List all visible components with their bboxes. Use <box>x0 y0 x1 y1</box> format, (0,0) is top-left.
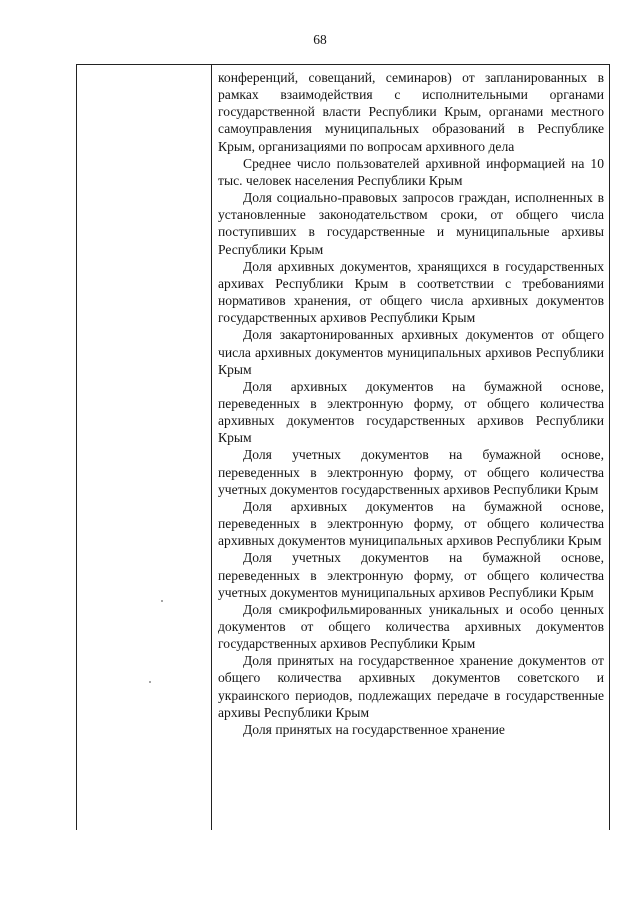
scan-speck <box>149 681 151 683</box>
paragraph-social-legal-requests: Доля социально-правовых запросов граждан, исполненных в установленные законодательством сроки, от общего числа поступивших в государственные и муниципальные архивы Республики Крым <box>218 190 604 257</box>
paragraph-microfilmed-docs: Доля смикрофильмированных уникальных и особо ценных документов от общего количества архивных документов государственных архивов Республики Крым <box>218 601 604 652</box>
paragraph-continuation: конференций, совещаний, семинаров) от запланированных в рамках взаимодействия с исполнительными органами государственной власти Республики Крым, органами местного самоуправления муниципальных образований в Республике Крым, организациями по вопросам архивного дела <box>218 70 604 154</box>
paragraph-storage-standards: Доля архивных документов, хранящихся в государственных архивах Республики Крым в соответствии с требованиями нормативов хранения, от общего числа архивных документов государственных архивов Республики Крым <box>218 258 604 326</box>
paragraph-digitized-municipal-archival: Доля архивных документов на бумажной основе, переведенных в электронную форму, от общего количества архивных документов муниципальных архивов Республики Крым <box>218 498 604 549</box>
scan-speck <box>161 600 163 602</box>
paragraph-accepted-cut: Доля принятых на государственное хранение <box>243 721 505 737</box>
paragraph-cardboarded-docs: Доля закартонированных архивных документов от общего числа архивных документов муниципальных архивов Республики Крым <box>218 327 604 377</box>
paragraph-digitized-state-archival: Доля архивных документов на бумажной основе, переведенных в электронную форму, от общего количества архивных документов государственных архивов Республики Крым <box>218 378 604 446</box>
paragraph-avg-users: Среднее число пользователей архивной информацией на 10 тыс. человек населения Республики Крым <box>218 155 604 188</box>
page-number: 68 <box>313 32 327 47</box>
left-column-cell <box>77 65 211 830</box>
paragraph-digitized-state-accounting: Доля учетных документов на бумажной основе, переведенных в электронную форму, от общего количества учетных документов государственных архивов Республики Крым <box>218 447 604 497</box>
paragraph-digitized-municipal-accounting: Доля учетных документов на бумажной основе, переведенных в электронную форму, от общего количества учетных документов муниципальных архивов Республики Крым <box>218 550 604 600</box>
paragraph-accepted-soviet-ukrainian: Доля принятых на государственное хранение документов от общего количества архивных документов советского и украинского периодов, подлежащих передаче в государственные архивы Республики Крым <box>218 653 604 720</box>
column-divider <box>211 65 212 830</box>
indicator-table <box>76 64 610 830</box>
indicator-text-cell <box>218 69 604 738</box>
